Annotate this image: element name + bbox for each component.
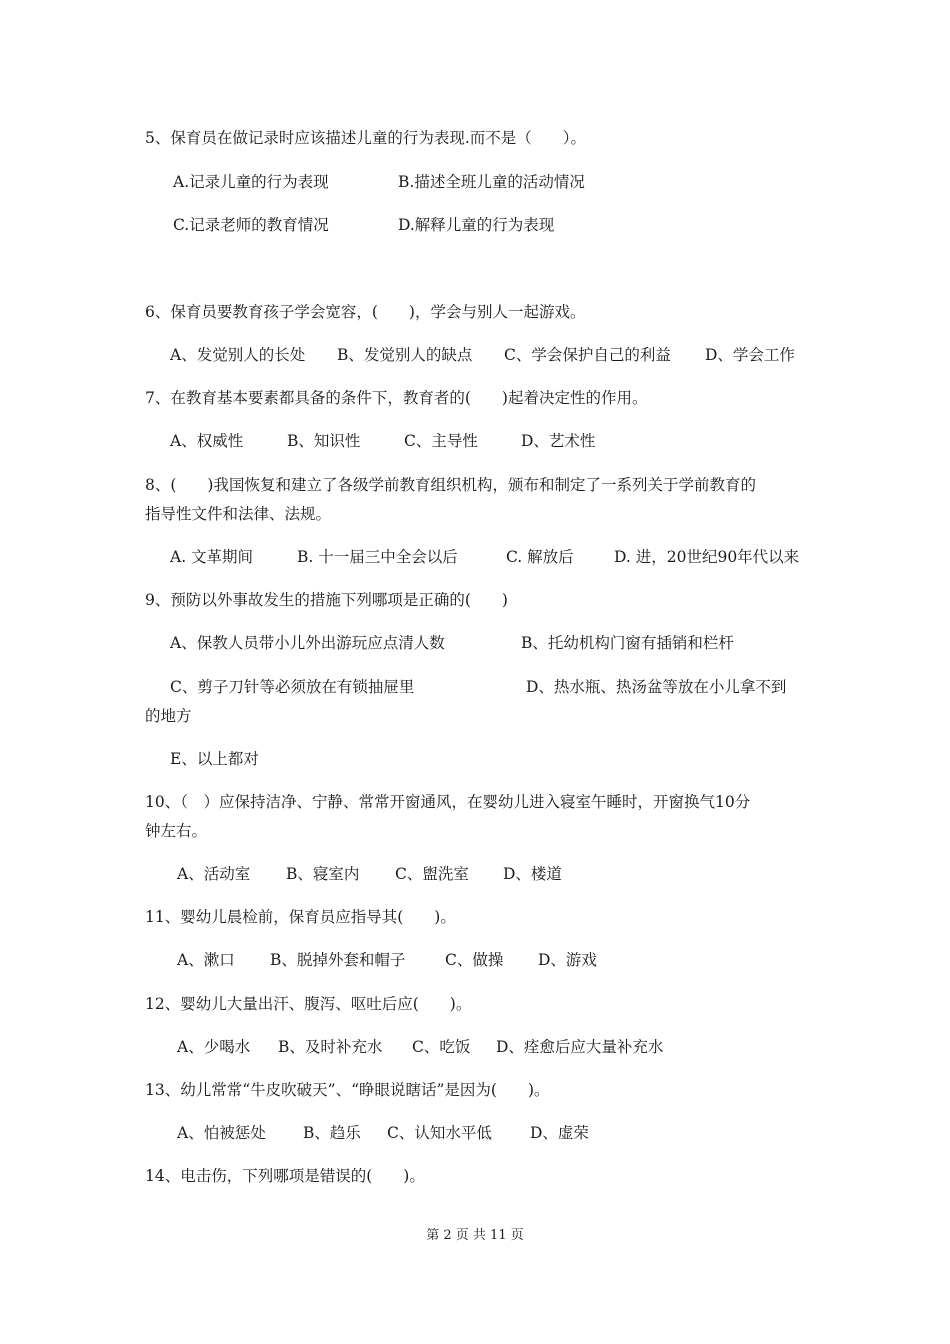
question-8-stem-line-2: 指导性文件和法律、法规。: [145, 505, 332, 523]
question-9-stem: 9、预防以外事故发生的措施下列哪项是正确的( ): [145, 591, 508, 609]
question-13-option-d: D、虚荣: [530, 1124, 589, 1142]
question-8-option-a: A. 文革期间: [170, 548, 254, 566]
question-11-option-a: A、漱口: [177, 951, 235, 969]
question-13-option-c: C、认知水平低: [387, 1124, 492, 1142]
page-footer: 第 2 页 共 11 页: [426, 1228, 524, 1243]
question-5-option-b: B.描述全班儿童的活动情况: [398, 173, 585, 191]
question-9-option-c: C、剪子刀针等必须放在有锁抽屉里: [170, 678, 415, 696]
question-10-option-b: B、寝室内: [286, 865, 360, 883]
question-8-option-b: B. 十一届三中全会以后: [297, 548, 458, 566]
question-6-stem: 6、保育员要教育孩子学会宽容，( )，学会与别人一起游戏。: [145, 303, 586, 321]
question-9-option-a: A、保教人员带小儿外出游玩应点清人数: [170, 634, 445, 652]
question-8-option-c: C. 解放后: [506, 548, 574, 566]
question-5-stem: 5、保育员在做记录时应该描述儿童的行为表现.而不是（ ）。: [145, 129, 587, 147]
question-11-option-c: C、做操: [445, 951, 504, 969]
question-6-option-b: B、发觉别人的缺点: [337, 346, 473, 364]
question-13-stem: 13、幼儿常常“牛皮吹破天”、“睁眼说瞎话”是因为( )。: [145, 1081, 550, 1099]
question-14-stem: 14、电击伤，下列哪项是错误的( )。: [145, 1167, 425, 1185]
question-7-option-c: C、主导性: [404, 432, 478, 450]
question-13-option-a: A、怕被惩处: [177, 1124, 266, 1142]
question-12-option-d: D、痊愈后应大量补充水: [496, 1038, 664, 1056]
question-7-option-b: B、知识性: [287, 432, 361, 450]
question-7-stem: 7、在教育基本要素都具备的条件下，教育者的( )起着决定性的作用。: [145, 389, 648, 407]
question-12-option-c: C、吃饭: [412, 1038, 471, 1056]
question-6-option-c: C、学会保护自己的利益: [504, 346, 671, 364]
question-9-option-d-continued: 的地方: [145, 707, 192, 725]
question-5-option-a: A.记录儿童的行为表现: [173, 173, 329, 191]
question-9-option-e: E、以上都对: [170, 750, 259, 768]
question-7-option-a: A、权威性: [170, 432, 244, 450]
question-10-option-c: C、盥洗室: [395, 865, 469, 883]
question-5-option-d: D.解释儿童的行为表现: [398, 216, 555, 234]
question-8-stem-line-1: 8、( )我国恢复和建立了各级学前教育组织机构，颁布和制定了一系列关于学前教育的: [145, 476, 756, 494]
question-10-option-a: A、活动室: [177, 865, 251, 883]
question-5-option-c: C.记录老师的教育情况: [173, 216, 329, 234]
question-6-option-d: D、学会工作: [705, 346, 795, 364]
question-12-option-b: B、及时补充水: [278, 1038, 383, 1056]
question-6-option-a: A、发觉别人的长处: [170, 346, 306, 364]
question-8-option-d: D. 进，20世纪90年代以来: [614, 548, 800, 566]
question-11-stem: 11、婴幼儿晨检前，保育员应指导其( )。: [145, 908, 456, 926]
question-9-option-d: D、热水瓶、热汤盆等放在小儿拿不到: [526, 678, 787, 696]
question-7-option-d: D、艺术性: [521, 432, 596, 450]
question-11-option-d: D、游戏: [538, 951, 597, 969]
question-9-option-b: B、托幼机构门窗有插销和栏杆: [521, 634, 734, 652]
question-10-stem-line-1: 10、（ ）应保持洁净、宁静、常常开窗通风，在婴幼儿进入寝室午睡时，开窗换气10分: [145, 793, 751, 811]
question-13-option-b: B、趋乐: [303, 1124, 361, 1142]
question-12-stem: 12、婴幼儿大量出汗、腹泻、呕吐后应( )。: [145, 995, 472, 1013]
question-12-option-a: A、少喝水: [177, 1038, 251, 1056]
question-11-option-b: B、脱掉外套和帽子: [270, 951, 406, 969]
question-10-option-d: D、楼道: [503, 865, 562, 883]
question-10-stem-line-2: 钟左右。: [145, 822, 208, 840]
